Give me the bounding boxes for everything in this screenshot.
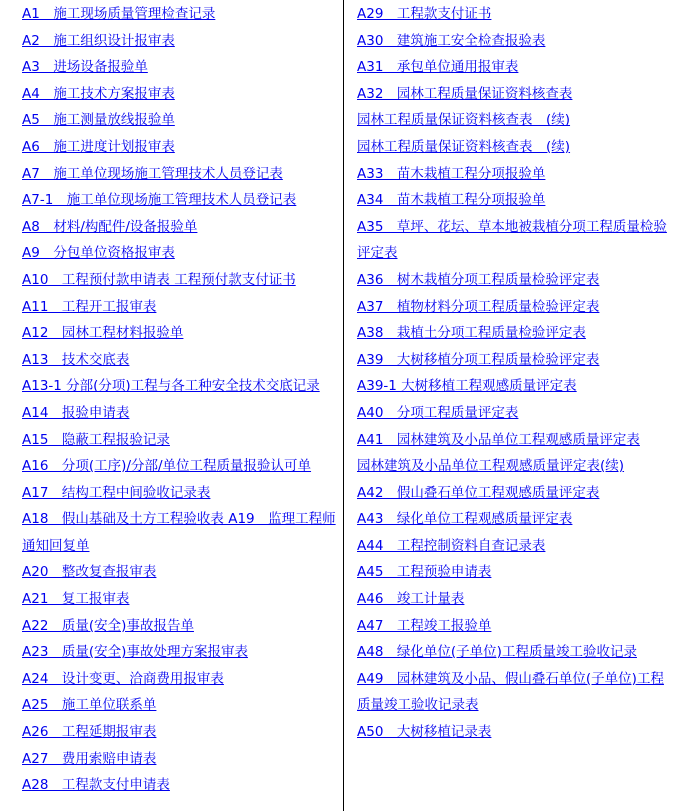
right-link-column	[357, 0, 677, 746]
form-link-a43[interactable]: A43 绿化单位工程观感质量评定表	[357, 511, 573, 528]
form-link-a41-cont[interactable]: 园林建筑及小品单位工程观感质量评定表(续)	[357, 458, 625, 475]
form-link-a20[interactable]: A20 整改复查报审表	[22, 564, 157, 581]
form-link-a39-1[interactable]: A39-1 大树移植工程观感质量评定表	[357, 378, 577, 395]
form-link-a7[interactable]: A7 施工单位现场施工管理技术人员登记表	[22, 165, 283, 182]
form-link-a32-cont-1[interactable]: 园林工程质量保证资料核查表 (续)	[357, 112, 571, 129]
form-link-a45[interactable]: A45 工程预验申请表	[357, 564, 492, 581]
form-link-a39[interactable]: A39 大树移植分项工程质量检验评定表	[357, 351, 600, 368]
form-link-a23[interactable]: A23 质量(安全)事故处理方案报审表	[22, 644, 248, 661]
form-link-a26[interactable]: A26 工程延期报审表	[22, 724, 157, 741]
form-link-a14[interactable]: A14 报验申请表	[22, 404, 130, 421]
form-link-a35[interactable]: A35 草坪、花坛、草本地被栽植分项工程质量检验评定表	[357, 218, 667, 262]
form-link-a30[interactable]: A30 建筑施工安全检查报验表	[357, 32, 546, 49]
form-link-a32-cont-2[interactable]: 园林工程质量保证资料核查表 (续)	[357, 138, 571, 155]
form-link-a13-1[interactable]: A13-1 分部(分项)工程与各工种安全技术交底记录	[22, 378, 320, 395]
form-link-a13[interactable]: A13 技术交底表	[22, 351, 130, 368]
form-link-a7-1[interactable]: A7-1 施工单位现场施工管理技术人员登记表	[22, 192, 297, 209]
form-link-a1[interactable]: A1 施工现场质量管理检查记录	[22, 6, 216, 22]
form-link-a50[interactable]: A50 大树移植记录表	[357, 724, 492, 741]
form-link-a46[interactable]: A46 竣工计量表	[357, 591, 465, 608]
form-link-a16[interactable]: A16 分项(工序)/分部/单位工程质量报验认可单	[22, 458, 312, 475]
form-link-a11[interactable]: A11 工程开工报审表	[22, 298, 157, 315]
form-link-a42[interactable]: A42 假山叠石单位工程观感质量评定表	[357, 484, 600, 501]
form-link-a34[interactable]: A34 苗木栽植工程分项报验单	[357, 192, 546, 209]
form-link-a6[interactable]: A6 施工进度计划报审表	[22, 138, 175, 155]
left-link-column	[22, 0, 342, 799]
form-link-a4[interactable]: A4 施工技术方案报审表	[22, 85, 175, 102]
form-link-a8[interactable]: A8 材料/构配件/设备报验单	[22, 218, 198, 235]
form-link-a24[interactable]: A24 设计变更、洽商费用报审表	[22, 670, 224, 687]
form-link-a10[interactable]: A10 工程预付款申请表 工程预付款支付证书	[22, 271, 296, 288]
form-link-a12[interactable]: A12 园林工程材料报验单	[22, 325, 184, 342]
form-link-a49[interactable]: A49 园林建筑及小品、假山叠石单位(子单位)工程质量竣工验收记录表	[357, 670, 664, 714]
form-link-a17[interactable]: A17 结构工程中间验收记录表	[22, 484, 211, 501]
form-link-a18-a19[interactable]: A18 假山基础及土方工程验收表 A19 监理工程师通知回复单	[22, 511, 336, 554]
form-link-a33[interactable]: A33 苗木栽植工程分项报验单	[357, 165, 546, 182]
form-link-a40[interactable]: A40 分项工程质量评定表	[357, 404, 519, 421]
form-link-a28[interactable]: A28 工程款支付申请表	[22, 777, 170, 794]
form-link-a15[interactable]: A15 隐蔽工程报验记录	[22, 431, 170, 448]
form-link-a5[interactable]: A5 施工测量放线报验单	[22, 112, 175, 129]
form-link-a36[interactable]: A36 树木栽植分项工程质量检验评定表	[357, 271, 600, 288]
form-link-a25[interactable]: A25 施工单位联系单	[22, 697, 157, 714]
column-divider	[343, 0, 344, 811]
form-link-a31[interactable]: A31 承包单位通用报审表	[357, 59, 519, 76]
form-link-a3[interactable]: A3 进场设备报验单	[22, 59, 148, 76]
form-link-a44[interactable]: A44 工程控制资料自查记录表	[357, 537, 546, 554]
form-link-a2[interactable]: A2 施工组织设计报审表	[22, 32, 175, 49]
form-link-a37[interactable]: A37 植物材料分项工程质量检验评定表	[357, 298, 600, 315]
form-link-a38[interactable]: A38 栽植土分项工程质量检验评定表	[357, 325, 586, 342]
form-link-a47[interactable]: A47 工程竣工报验单	[357, 617, 492, 634]
form-link-a48[interactable]: A48 绿化单位(子单位)工程质量竣工验收记录	[357, 644, 637, 661]
form-link-a27[interactable]: A27 费用索赔申请表	[22, 750, 157, 767]
form-link-a21[interactable]: A21 复工报审表	[22, 591, 130, 608]
form-link-a41[interactable]: A41 园林建筑及小品单位工程观感质量评定表	[357, 431, 640, 448]
form-link-a29[interactable]: A29 工程款支付证书	[357, 6, 492, 22]
form-link-a22[interactable]: A22 质量(安全)事故报告单	[22, 617, 194, 634]
form-link-a32[interactable]: A32 园林工程质量保证资料核查表	[357, 85, 573, 102]
form-link-a9[interactable]: A9 分包单位资格报审表	[22, 245, 175, 262]
